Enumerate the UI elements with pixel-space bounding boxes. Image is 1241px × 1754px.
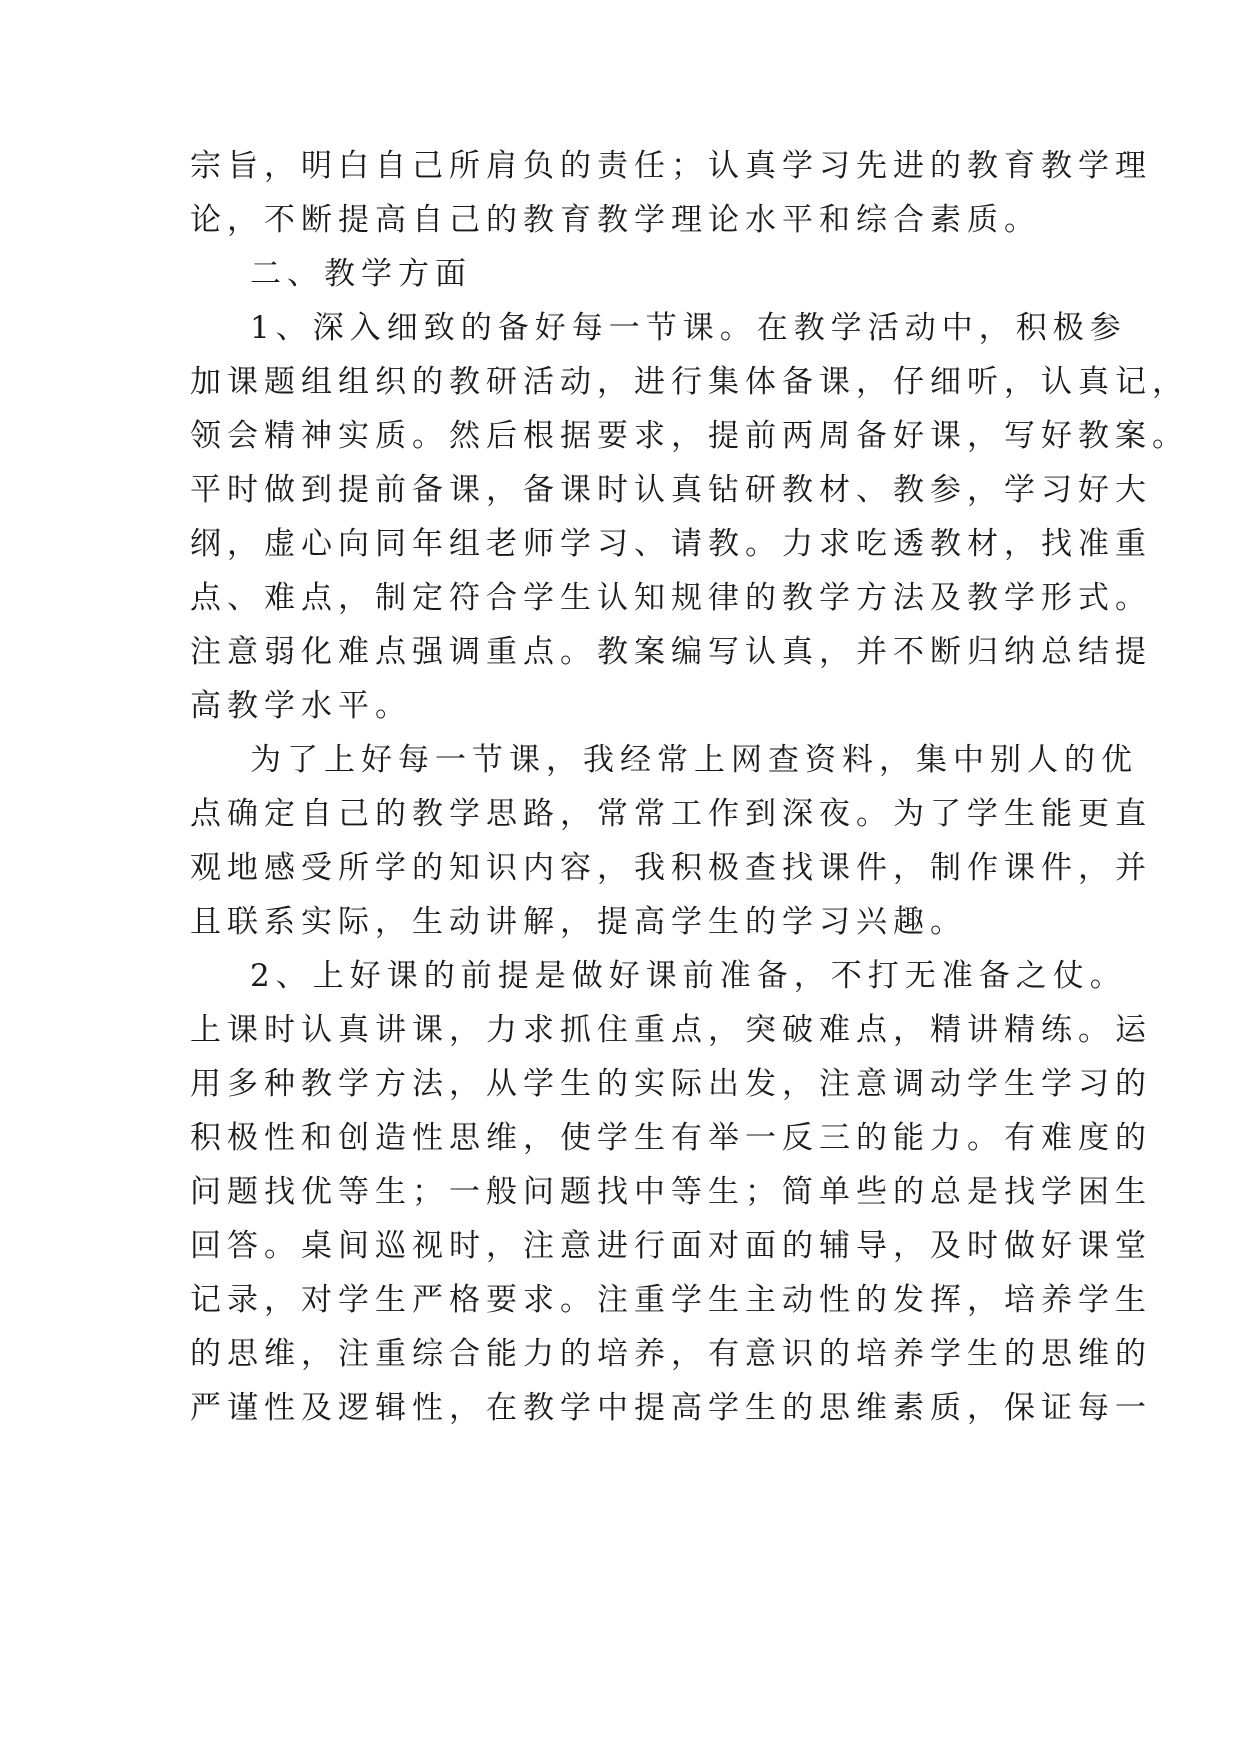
text-line: 为了上好每一节课，我经常上网查资料，集中别人的优 (250, 742, 1138, 778)
text-line: 积极性和创造性思维，使学生有举一反三的能力。有难度的 (190, 1120, 1152, 1156)
text-line: 点确定自己的教学思路，常常工作到深夜。为了学生能更直 (190, 796, 1152, 832)
text-line: 领会精神实质。然后根据要求，提前两周备好课，写好教案。 (190, 418, 1189, 454)
text-line: 点、难点，制定符合学生认知规律的教学方法及教学形式。 (190, 580, 1152, 616)
text-line: 观地感受所学的知识内容，我积极查找课件，制作课件，并 (190, 850, 1152, 886)
text-line: 1、深入细致的备好每一节课。在教学活动中，积极参 (250, 310, 1127, 346)
text-line: 高教学水平。 (190, 688, 412, 724)
text-line: 纲，虚心向同年组老师学习、请教。力求吃透教材，找准重 (190, 526, 1152, 562)
section-heading: 二、教学方面 (250, 256, 472, 292)
text-line: 用多种教学方法，从学生的实际出发，注意调动学生学习的 (190, 1066, 1152, 1102)
text-line: 宗旨，明白自己所肩负的责任；认真学习先进的教育教学理 (190, 148, 1152, 184)
text-line: 严谨性及逻辑性，在教学中提高学生的思维素质，保证每一 (190, 1390, 1152, 1426)
text-line: 注意弱化难点强调重点。教案编写认真，并不断归纳总结提 (190, 634, 1152, 670)
text-line: 加课题组组织的教研活动，进行集体备课，仔细听，认真记， (190, 364, 1189, 400)
text-line: 回答。桌间巡视时，注意进行面对面的辅导，及时做好课堂 (190, 1228, 1152, 1264)
text-line: 记录，对学生严格要求。注重学生主动性的发挥，培养学生 (190, 1282, 1152, 1318)
text-line: 论，不断提高自己的教育教学理论水平和综合素质。 (190, 202, 1041, 238)
text-line: 平时做到提前备课，备课时认真钻研教材、教参，学习好大 (190, 472, 1152, 508)
text-line: 的思维，注重综合能力的培养，有意识的培养学生的思维的 (190, 1336, 1152, 1372)
text-line: 问题找优等生；一般问题找中等生；简单些的总是找学困生 (190, 1174, 1152, 1210)
text-line: 2、上好课的前提是做好课前准备，不打无准备之仗。 (250, 958, 1127, 994)
text-line: 上课时认真讲课，力求抓住重点，突破难点，精讲精练。运 (190, 1012, 1152, 1048)
text-line: 且联系实际，生动讲解，提高学生的学习兴趣。 (190, 904, 967, 940)
